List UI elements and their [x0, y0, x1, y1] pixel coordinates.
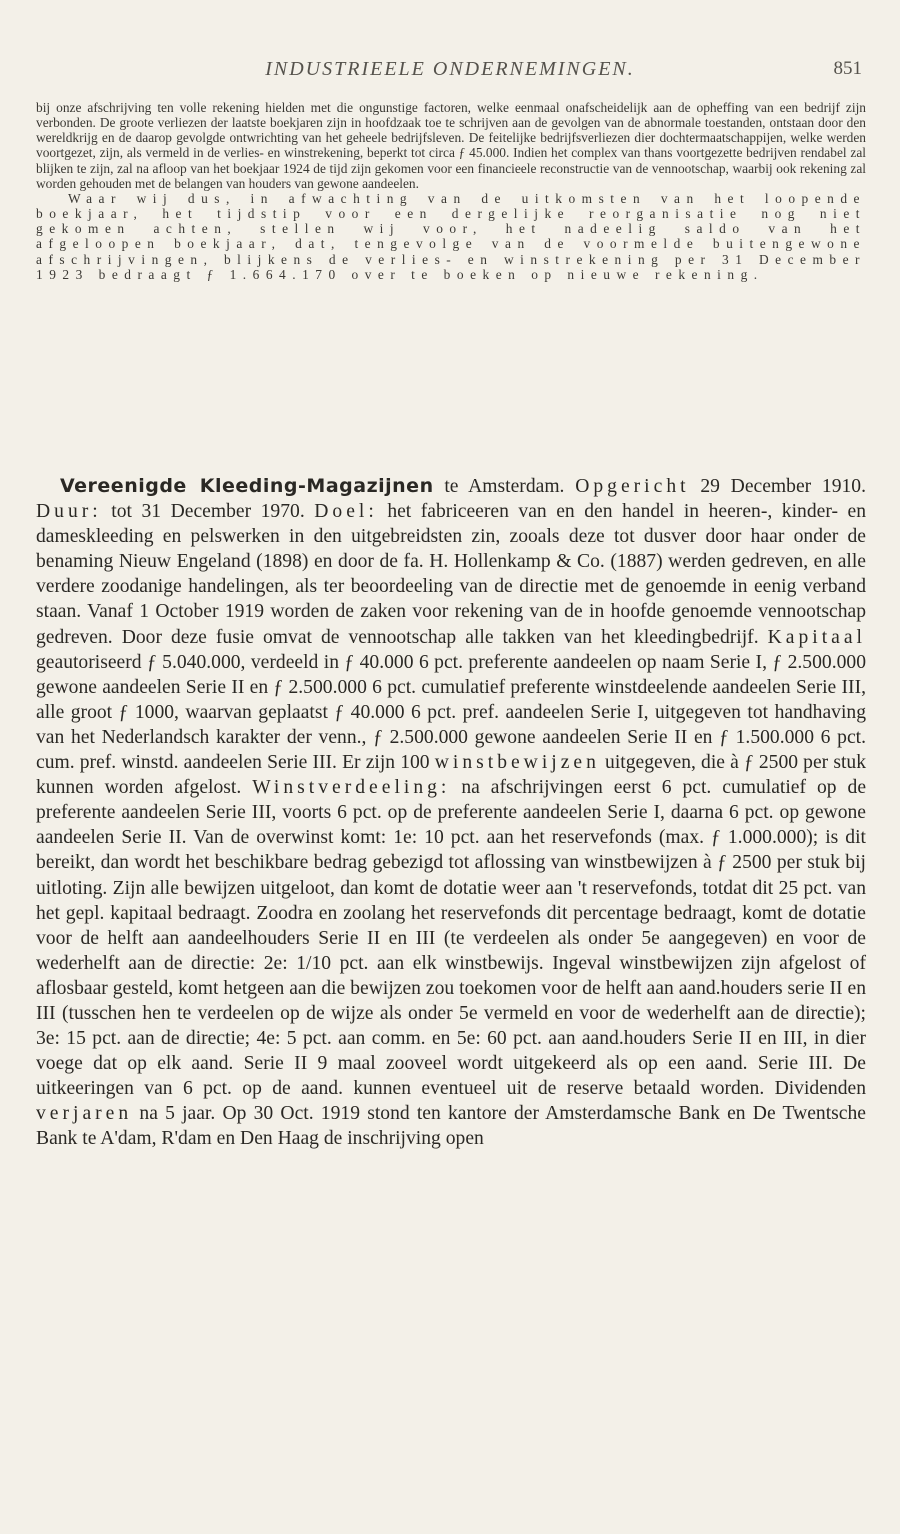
company-entry: [36, 474, 866, 1152]
running-head: INDUSTRIEELE ONDERNEMINGEN.: [265, 58, 635, 80]
page-number: 851: [833, 58, 862, 79]
duur-value: tot 31 December 1970.: [101, 501, 315, 523]
opgericht-label: Opgericht: [575, 476, 690, 497]
verjaren-text: na 5 jaar. Op 30 Oct. 1919 stond ten kantore der Amsterdamsche Bank en De Twentsche Bank te A'dam, R'dam en Den Haag de inschrijving open: [36, 1103, 866, 1150]
winstverdeeling-text: na afschrijvingen eerst 6 pct. cumulatief op de preferente aandeelen Serie III, voorts 6 pct. op de preferente aandeelen Serie I, daarna 6 pct. op gewone aandeelen Serie II. Van de overwinst komt: 1e: 10 pct. aan het reservefonds (max. ƒ 1.000.000); is dit bereikt, dan wordt het beschikbare bedrag gebezigd tot aflossing van winstbewijzen à ƒ 2500 per stuk bij uitloting. Zijn alle bewijzen uitgeloot, dan komt de dotatie weer aan 't reservefonds, totdat dit 25 pct. van het gepl. kapitaal bedraagt. Zoodra en zoolang het reservefonds dit percentage bedraagt, komt de dotatie voor de helft aan aandeelhouders Serie II en III (te verdeelen als onder 5e aangegeven) en voor de wederhelft aan de directie: 2e:: [36, 777, 867, 974]
company-name: Vereenigde Kleeding-Magazijnen: [60, 475, 434, 497]
doel-label: Doel:: [314, 501, 378, 523]
doel-text: het fabriceeren van en den handel in heeren-, kinder- en dameskleeding en pelswerken in den uitgebreidsten zin, zooals deze tot dusver door haar onder de benaming Nieuw Engeland (1898) en door de fa. H. Hollenkamp & Co. (1887) werden gedreven, en alle verdere zoodanige handelingen, als ter beoordeeling van de directie met de genoemde in eenig verband staan. Vanaf 1 October 1919 worden de zaken voor rekening van de in hoofde genoemde vennootschap gedreven. Door deze fusie omvat de vennootschap alle takken van het kleedingbedrijf.: [36, 501, 866, 648]
winstverdeeling-label: Winstverdeeling:: [252, 777, 451, 799]
winstbewijzen-text: uitgegeven, die à ƒ 2500 per stuk kunnen worden afgelost.: [36, 752, 866, 799]
entry-paragraph: [36, 474, 866, 1152]
duur-label: Duur:: [36, 501, 102, 523]
continuation-paragraph-2: Waar wij dus, in afwachting van de uitkomsten van het loopende boekjaar, het tijdstip voor een dergelijke reorganisatie nog niet gekomen achten, stellen wij voor, het nadeelig saldo van het afgeloopen boekjaar, dat, tengevolge van de voormelde buitengewone afschrijvingen, blijkens de verlies- en winstrekening per 31 December 1923 bedraagt ƒ 1.664.170 over te boeken op nieuwe rekening.: [36, 190, 866, 282]
company-location: te Amsterdam.: [433, 476, 576, 497]
continuation-text: [36, 100, 866, 282]
verjaren-label: verjaren: [36, 1103, 133, 1125]
continuation-paragraph-1: bij onze afschrijving ten volle rekening hielden met die ongunstige factoren, welke eenmaal onafscheidelijk aan de opheffing van een bedrijf zijn verbonden. De groote verliezen der laatste boekjaren zijn in hoofdzaak toe te schrijven aan de gevolgen van de abnormale toestanden, ontstaan door den wereldkrijg en de daarop gevolgde ontwrichting van het geheele bedrijfsleven. De feitelijke bedrijfsverliezen dier dochtermaatschappijen, welke werden voortgezet, zijn, als vermeld in de verlies- en winstrekening, beperkt tot circa ƒ 45.000. Indien het complex van thans voortgezette bedrijven rendabel zal blijken te zijn, zal na afloop van het boekjaar 1924 de tijd zijn gekomen voor een financieele reconstructie van de vennootschap, waarbij ook rekening zal worden gehouden met de belangen van houders van gewone aandeelen.: [36, 100, 866, 191]
winstbewijzen-label: winstbewijzen: [434, 752, 600, 774]
fraction: 1/10: [296, 952, 332, 974]
kapitaal-label: Kapitaal: [767, 626, 866, 648]
kapitaal-text: geautoriseerd ƒ 5.040.000, verdeeld in ƒ 40.000 6 pct. preferente aandeelen op naam Serie I, ƒ 2.500.000 gewone aandeelen Serie II en ƒ 2.500.000 6 pct. cumulatief preferente winstdeelende aandeelen Serie III, alle groot ƒ 1000, waarvan geplaatst ƒ 40.000 6 pct. pref. aandeelen Serie I, uitgegeven tot handhaving van het Nederlandsch karakter der venn., ƒ 2.500.000 gewone aandeelen Serie II en ƒ 1.500.000 6 pct. cum. pref. winstd. aandeelen Serie III. Er zijn 100: [36, 651, 866, 774]
page-header: [0, 58, 900, 88]
opgericht-value: 29 December 1910.: [689, 476, 866, 497]
winstverdeeling-text-2: pct. aan elk winstbewijs. Ingeval winstbewijzen zijn afgelost of aflosbaar gesteld, komt hetgeen aan die bewijzen zou toekomen voor de helft aan aand.houders serie II en III (tusschen hen te verdeelen op de wijze als onder 5e vermeld en voor de wederhelft aan de directie); 3e: 15 pct. aan de directie; 4e: 5 pct. aan comm. en 5e: 60 pct. aan aand.houders Serie II en III, in dier voege dat op elk aand. Serie II 9 maal zooveel wordt uitgekeerd als op een aand. Serie III. De uitkeeringen van 6 pct. op de aand. kunnen eventueel uit de reserve betaald worden. Dividenden: [36, 952, 866, 1100]
